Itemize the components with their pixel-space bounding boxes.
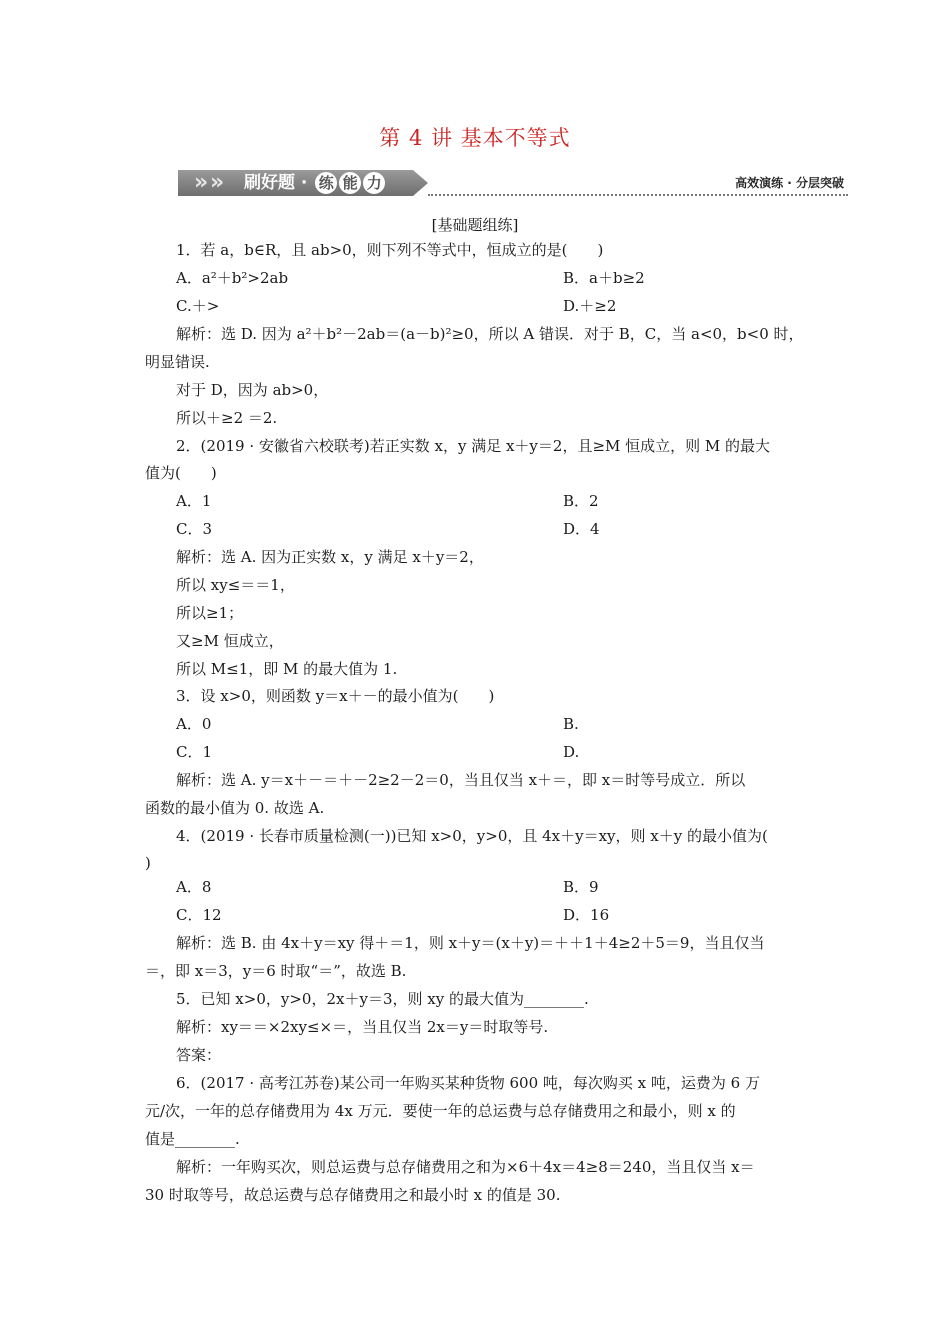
q6-solution-2: 30 时取等号，故总运费与总存储费用之和最小时 x 的值是 30. — [145, 1186, 561, 1204]
q1-solution-1: 解析：选 D. 因为 a²＋b²－2ab＝(a－b)²≥0，所以 A 错误．对于 B，C，当 a<0，b<0 时， — [176, 325, 804, 343]
q5-stem: 5．已知 x>0，y>0，2x＋y＝3，则 xy 的最大值为________. — [176, 990, 589, 1008]
q2-solution-5: 所以 M≤1，即 M 的最大值为 1. — [176, 660, 398, 678]
section-heading: [基础题组练] — [431, 216, 519, 234]
q5-answer: 答案： — [176, 1046, 222, 1064]
section-banner — [178, 166, 848, 200]
q4-solution-2: ＝，即 x＝3，y＝6 时取“＝”，故选 B. — [145, 962, 407, 980]
q3-stem: 3．设 x>0，则函数 y＝x＋－的最小值为( ) — [176, 687, 495, 705]
q1-solution-3: 对于 D，因为 ab>0， — [176, 381, 329, 399]
q1-stem: 1．若 a，b∈R，且 ab>0，则下列不等式中，恒成立的是( ) — [176, 241, 604, 259]
page-title: 第 4 讲 基本不等式 — [379, 126, 571, 150]
q4-stem-1: 4．(2019 · 长春市质量检测(一))已知 x>0，y>0，且 4x＋y＝xy，则 x＋y 的最小值为( — [176, 827, 768, 845]
q5-solution-1: 解析：xy＝＝×2xy≤×＝，当且仅当 2x＝y＝时取等号. — [176, 1018, 549, 1036]
q4-option-b: B．9 — [563, 878, 599, 896]
q6-stem-1: 6．(2017 · 高考江苏卷)某公司一年购买某种货物 600 吨，每次购买 x 吨，运费为 6 万 — [176, 1074, 760, 1092]
q1-option-a: A．a²＋b²>2ab — [176, 269, 289, 287]
q1-option-c: C.＋> — [176, 297, 220, 315]
q4-option-a: A．8 — [176, 878, 212, 896]
q4-option-c: C．12 — [176, 906, 222, 924]
banner-char-1: 练 — [315, 172, 337, 194]
q2-option-b: B．2 — [563, 492, 599, 510]
banner-label — [244, 170, 385, 196]
q4-solution-1: 解析：选 B. 由 4x＋y＝xy 得＋＝1，则 x＋y＝(x＋y)＝＋＋1＋4≥2＋5＝9，当且仅当 — [176, 934, 765, 952]
q1-option-d: D.＋≥2 — [563, 297, 617, 315]
q2-solution-4: 又≥M 恒成立， — [176, 632, 284, 650]
q2-stem-1: 2．(2019 · 安徽省六校联考)若正实数 x，y 满足 x＋y＝2，且≥M 恒成立，则 M 的最大 — [176, 437, 771, 455]
q1-solution-2: 明显错误. — [145, 353, 210, 371]
banner-char-3: 力 — [363, 172, 385, 194]
q6-solution-1: 解析：一年购买次，则总运费与总存储费用之和为×6＋4x＝4≥8＝240，当且仅当 x＝ — [176, 1158, 755, 1176]
banner-right-text: 高效演练 · 分层突破 — [735, 176, 844, 190]
q1-option-b: B．a＋b≥2 — [563, 269, 645, 287]
q2-solution-2: 所以 xy≤＝＝1， — [176, 576, 295, 594]
q3-option-c: C．1 — [176, 743, 213, 761]
q2-option-a: A．1 — [176, 492, 212, 510]
q6-stem-3: 值是________. — [145, 1130, 240, 1148]
q3-solution-2: 函数的最小值为 0. 故选 A. — [145, 799, 325, 817]
q2-solution-1: 解析：选 A. 因为正实数 x，y 满足 x＋y＝2， — [176, 548, 484, 566]
q2-solution-3: 所以≥1； — [176, 604, 244, 622]
q3-option-a: A．0 — [176, 715, 212, 733]
chevron-right-icon: » — [194, 170, 209, 195]
q3-solution-1: 解析：选 A. y＝x＋－＝＋－2≥2－2＝0，当且仅当 x＋＝，即 x＝时等号成立．所以 — [176, 771, 746, 789]
q4-stem-2: ) — [145, 854, 151, 872]
chevron-right-icon: » — [210, 170, 225, 195]
q1-solution-4: 所以＋≥2 ＝2. — [176, 409, 278, 427]
q2-option-d: D．4 — [563, 520, 600, 538]
q6-stem-2: 元/次，一年的总存储费用为 4x 万元．要使一年的总运费与总存储费用之和最小，则 x 的 — [145, 1102, 736, 1120]
banner-divider — [428, 194, 848, 196]
banner-char-2: 能 — [339, 172, 361, 194]
q4-option-d: D．16 — [563, 906, 610, 924]
q3-option-b: B. — [563, 715, 579, 733]
q2-stem-2: 值为( ) — [145, 464, 217, 482]
q3-option-d: D. — [563, 743, 580, 761]
banner-left-text: 刷好题 · — [244, 173, 308, 193]
q2-option-c: C．3 — [176, 520, 213, 538]
